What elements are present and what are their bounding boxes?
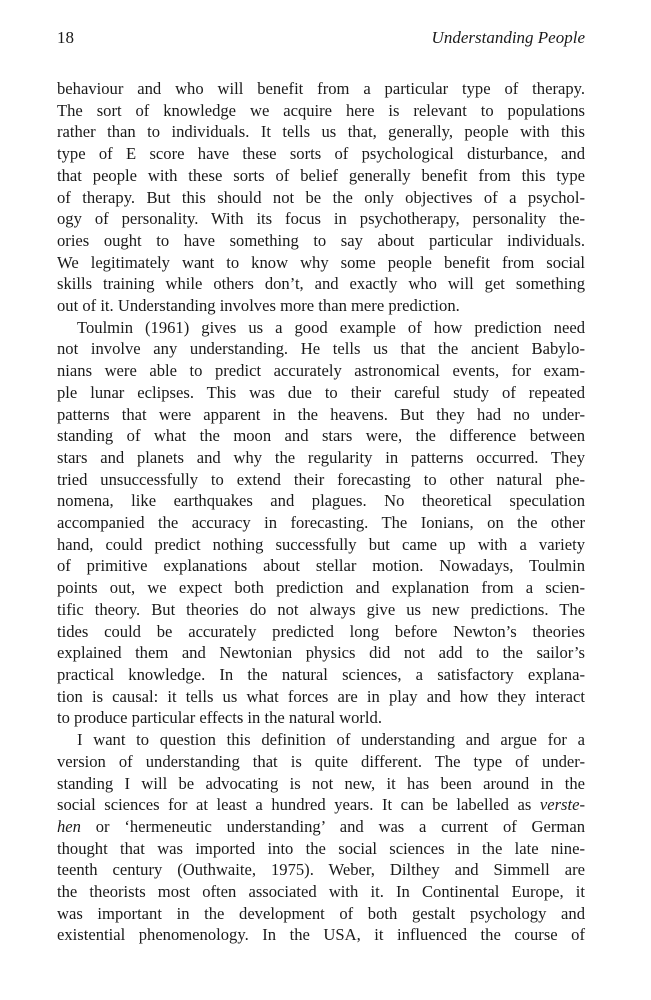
text-line: I want to question this definition of understanding and argue for a	[77, 730, 585, 750]
text-line	[57, 816, 585, 838]
text-line: skills training while others don’t, and exactly who will get something	[57, 274, 585, 294]
text-line: points out, we expect both prediction and explanation from a scien-	[57, 578, 585, 598]
text-line: standing I will be advocating is not new, it has been around in the	[57, 773, 585, 793]
text-line: ories ought to have something to say about particular individuals.	[57, 230, 585, 250]
text-line: Toulmin (1961) gives us a good example of how prediction need	[77, 317, 585, 337]
text-line: accompanied the accuracy in forecasting. The Ionians, on the other	[57, 513, 585, 533]
text-line: tried unsuccessfully to extend their forecasting to other natural phe-	[57, 469, 585, 489]
text-line: standing of what the moon and stars were, the difference between	[57, 426, 585, 446]
text-fragment: or ‘hermeneutic understanding’ and was a current of German	[80, 816, 585, 836]
text-line: version of understanding that is quite different. The type of under-	[57, 751, 585, 771]
text-line: not involve any understanding. He tells us that the ancient Babylo-	[57, 339, 585, 359]
text-line: that people with these sorts of belief generally benefit from this type	[57, 165, 585, 185]
text-line: of therapy. But this should not be the only objectives of a psychol-	[57, 187, 585, 207]
text-line: tides could be accurately predicted long before Newton’s theories	[57, 621, 585, 641]
text-line: patterns that were apparent in the heavens. But they had no under-	[57, 404, 585, 424]
paragraph-3	[57, 729, 585, 946]
text-line: teenth century (Outhwaite, 1975). Weber, Dilthey and Simmell are	[57, 860, 585, 880]
text-line: out of it. Understanding involves more than mere prediction.	[57, 296, 460, 316]
paragraph-1	[57, 78, 585, 317]
text-line: ple lunar eclipses. This was due to their careful study of repeated	[57, 382, 585, 402]
text-line: the theorists most often associated with it. In Continental Europe, it	[57, 882, 585, 902]
running-title: Understanding People	[431, 28, 585, 47]
text-line: to produce particular effects in the natural world.	[57, 708, 382, 728]
text-line: We legitimately want to know why some people benefit from social	[57, 252, 585, 272]
text-line: hand, could predict nothing successfully but came up with a variety	[57, 534, 585, 554]
text-line: existential phenomenology. In the USA, it influenced the course of	[57, 925, 585, 945]
text-line: The sort of knowledge we acquire here is relevant to populations	[57, 100, 585, 120]
text-line: practical knowledge. In the natural sciences, a satisfactory explana-	[57, 664, 585, 684]
text-line: was important in the development of both gestalt psychology and	[57, 903, 585, 923]
text-line: stars and planets and why the regularity in patterns occurred. They	[57, 447, 585, 467]
text-line: nomena, like earthquakes and plagues. No theoretical speculation	[57, 491, 585, 511]
italic-term: verste-	[539, 795, 585, 815]
text-line: thought that was imported into the social sciences in the late nine-	[57, 838, 585, 858]
text-line: explained them and Newtonian physics did not add to the sailor’s	[57, 643, 585, 663]
text-line: tific theory. But theories do not always give us new predictions. The	[57, 599, 585, 619]
text-line: tion is causal: it tells us what forces are in play and how they interact	[57, 686, 585, 706]
text-line: type of E score have these sorts of psychological disturbance, and	[57, 144, 585, 164]
italic-term: hen	[57, 816, 81, 836]
paragraph-2	[57, 317, 585, 729]
page-header	[57, 28, 585, 52]
text-fragment: social sciences for at least a hundred years. It can be labelled as	[57, 795, 532, 815]
text-line: rather than to individuals. It tells us that, generally, people with this	[57, 122, 585, 142]
text-line: behaviour and who will benefit from a particular type of therapy.	[57, 79, 585, 98]
text-line: nians were able to predict accurately astronomical events, for exam-	[57, 361, 585, 381]
body-text	[57, 78, 585, 946]
text-line	[57, 794, 585, 816]
page-number: 18	[57, 28, 74, 47]
text-line: ogy of personality. With its focus in psychotherapy, personality the-	[57, 209, 585, 229]
book-page	[57, 28, 585, 946]
text-line: of primitive explanations about stellar motion. Nowadays, Toulmin	[57, 556, 585, 576]
